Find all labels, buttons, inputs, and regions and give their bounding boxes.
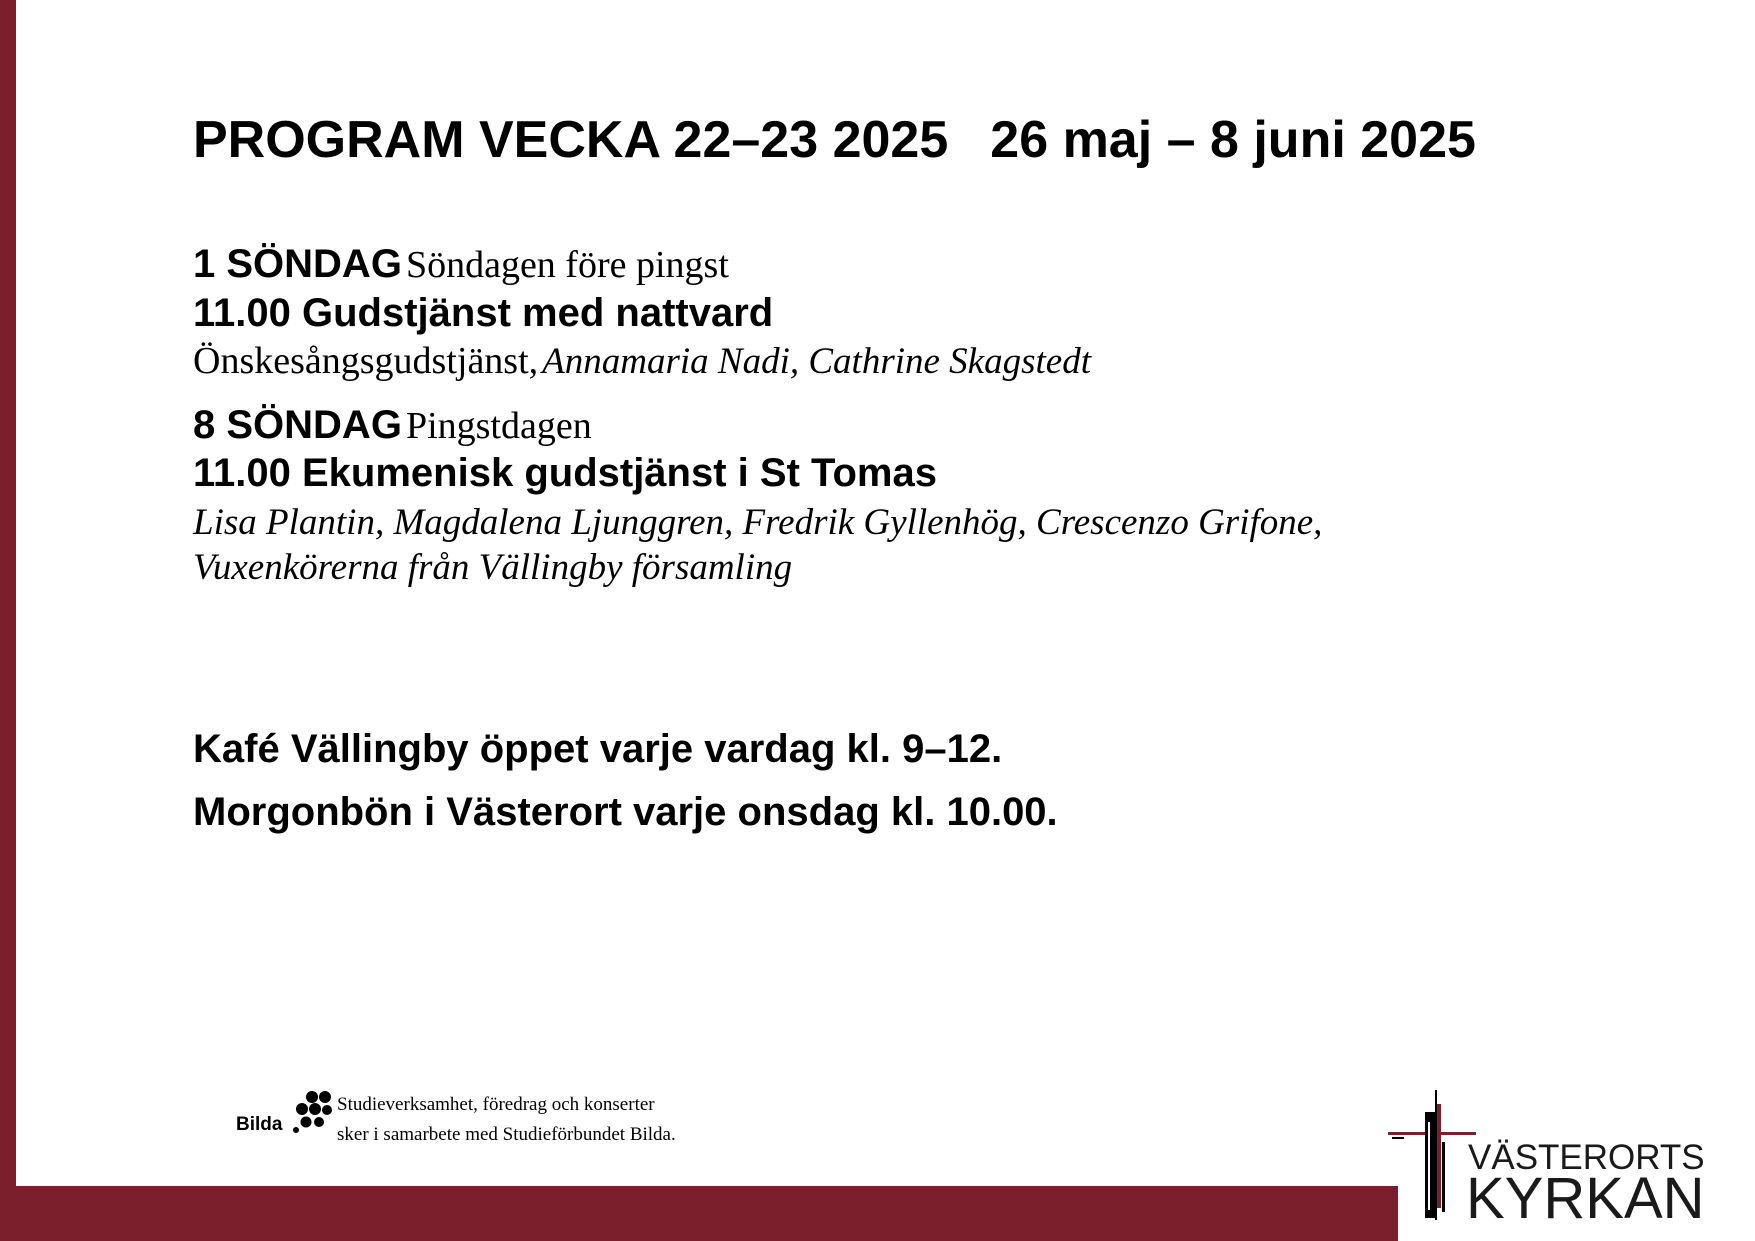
event-1-service: 11.00 Gudstjänst med nattvard: [193, 291, 774, 335]
event-2-service: 11.00 Ekumenisk gudstjänst i St Tomas: [193, 451, 937, 495]
bilda-info-line-2: sker i samarbete med Studieförbundet Bilda.: [337, 1124, 676, 1145]
bilda-logo-icon: [290, 1090, 334, 1136]
event-2-day-name: Pingstdagen: [405, 405, 592, 447]
church-logo-line-2: KYRKAN: [1466, 1166, 1705, 1231]
bilda-info-line-1: Studieverksamhet, föredrag och konserter: [337, 1094, 655, 1115]
bottom-accent-bar: [0, 1186, 1398, 1241]
page-title: [193, 111, 1476, 169]
notice-cafe: Kafé Vällingby öppet varje vardag kl. 9–12.: [193, 727, 1003, 771]
event-1-participants: Annamaria Nadi, Cathrine Skagstedt: [542, 341, 1091, 382]
event-1-details: [193, 342, 1091, 380]
event-1-day-name: Söndagen före pingst: [405, 244, 729, 286]
title-week: PROGRAM VECKA 22–23 2025: [193, 111, 949, 169]
title-dates: 26 maj – 8 juni 2025: [990, 111, 1476, 169]
notice-morning-prayer: Morgonbön i Västerort varje onsdag kl. 10.00.: [193, 790, 1058, 834]
bilda-logo-text: Bilda: [236, 1114, 283, 1135]
church-logo-line-1: VÄSTERORTS: [1468, 1138, 1705, 1177]
bilda-info: [337, 1090, 676, 1150]
event-2-day: 8 SÖNDAG: [193, 403, 402, 447]
event-2-participants-line-2: Vuxenkörerna från Vällingby församling: [193, 547, 793, 588]
event-1-day: 1 SÖNDAG: [193, 242, 402, 286]
event-1-heading: [193, 244, 729, 284]
event-1-description: Önskesångsgudstjänst,: [193, 340, 539, 382]
event-2-participants-line-1: Lisa Plantin, Magdalena Ljunggren, Fredrik Gyllenhög, Crescenzo Grifone,: [193, 502, 1323, 543]
left-accent-bar: [0, 0, 16, 1241]
event-2-heading: [193, 405, 592, 445]
